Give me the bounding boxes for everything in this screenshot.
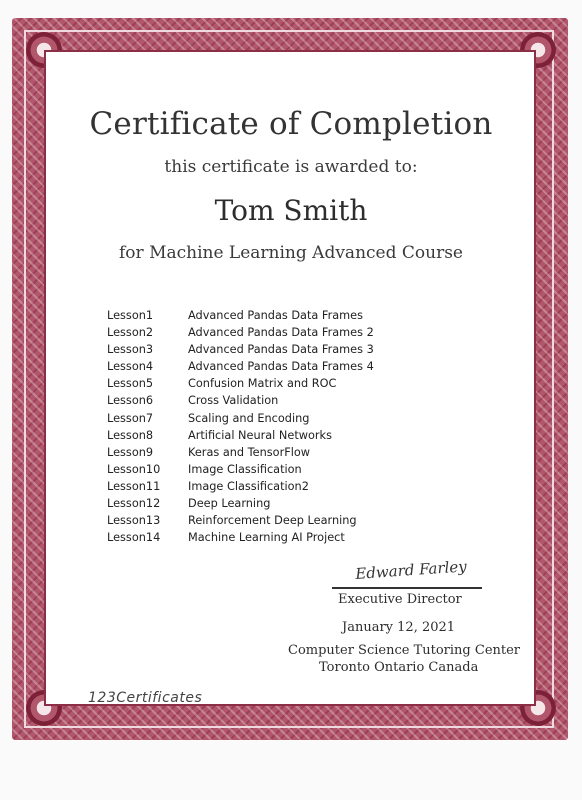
lesson-number: Lesson12 bbox=[107, 497, 161, 511]
list-item bbox=[107, 529, 374, 546]
certificate-title: Certificate of Completion bbox=[89, 106, 493, 142]
lesson-title: Artificial Neural Networks bbox=[188, 428, 332, 442]
organization-location: Toronto Ontario Canada bbox=[319, 660, 479, 675]
signature-line bbox=[332, 587, 482, 589]
lesson-title: Image Classification bbox=[188, 462, 302, 476]
list-item bbox=[107, 512, 374, 529]
list-item bbox=[107, 478, 374, 495]
lesson-number: Lesson3 bbox=[107, 343, 154, 357]
lesson-number: Lesson2 bbox=[107, 326, 154, 340]
list-item bbox=[107, 307, 374, 324]
list-item bbox=[107, 427, 374, 444]
list-item bbox=[107, 392, 374, 409]
lesson-number: Lesson1 bbox=[107, 309, 154, 322]
list-item bbox=[107, 461, 374, 478]
list-item bbox=[107, 375, 374, 392]
lesson-number: Lesson10 bbox=[107, 462, 161, 476]
lesson-number: Lesson11 bbox=[107, 479, 161, 493]
lesson-title: Keras and TensorFlow bbox=[188, 445, 311, 459]
list-item bbox=[107, 324, 374, 341]
lesson-title: Advanced Pandas Data Frames 3 bbox=[188, 343, 374, 357]
list-item bbox=[107, 495, 374, 512]
lesson-title: Reinforcement Deep Learning bbox=[188, 514, 357, 528]
list-item bbox=[107, 341, 374, 358]
lesson-title: Cross Validation bbox=[188, 394, 279, 408]
lesson-number: Lesson7 bbox=[107, 411, 154, 425]
lesson-title: Image Classification2 bbox=[188, 479, 309, 493]
lesson-number: Lesson9 bbox=[107, 445, 154, 459]
lesson-title: Advanced Pandas Data Frames bbox=[188, 309, 363, 322]
recipient-name: Tom Smith bbox=[214, 194, 368, 227]
signature: Edward Farley bbox=[354, 557, 468, 583]
award-subtitle: this certificate is awarded to: bbox=[164, 157, 418, 177]
brand-watermark: 123Certificates bbox=[88, 690, 203, 706]
lesson-number: Lesson8 bbox=[107, 428, 154, 442]
course-name: for Machine Learning Advanced Course bbox=[119, 243, 463, 263]
list-item bbox=[107, 410, 374, 427]
lesson-number: Lesson5 bbox=[107, 377, 154, 391]
organization-name: Computer Science Tutoring Center bbox=[288, 643, 521, 658]
lesson-list bbox=[107, 307, 374, 546]
signer-role: Executive Director bbox=[338, 592, 462, 607]
lesson-title: Machine Learning AI Project bbox=[188, 531, 345, 545]
lesson-number: Lesson14 bbox=[107, 531, 161, 545]
lesson-title: Deep Learning bbox=[188, 497, 271, 511]
lesson-number: Lesson6 bbox=[107, 394, 154, 408]
lesson-title: Advanced Pandas Data Frames 2 bbox=[188, 326, 374, 340]
lesson-number: Lesson13 bbox=[107, 514, 161, 528]
lesson-number: Lesson4 bbox=[107, 360, 154, 374]
lesson-title: Confusion Matrix and ROC bbox=[188, 377, 337, 391]
lesson-title: Scaling and Encoding bbox=[188, 411, 310, 425]
list-item bbox=[107, 444, 374, 461]
lesson-title: Advanced Pandas Data Frames 4 bbox=[188, 360, 374, 374]
issue-date: January 12, 2021 bbox=[342, 620, 456, 635]
list-item bbox=[107, 358, 374, 375]
